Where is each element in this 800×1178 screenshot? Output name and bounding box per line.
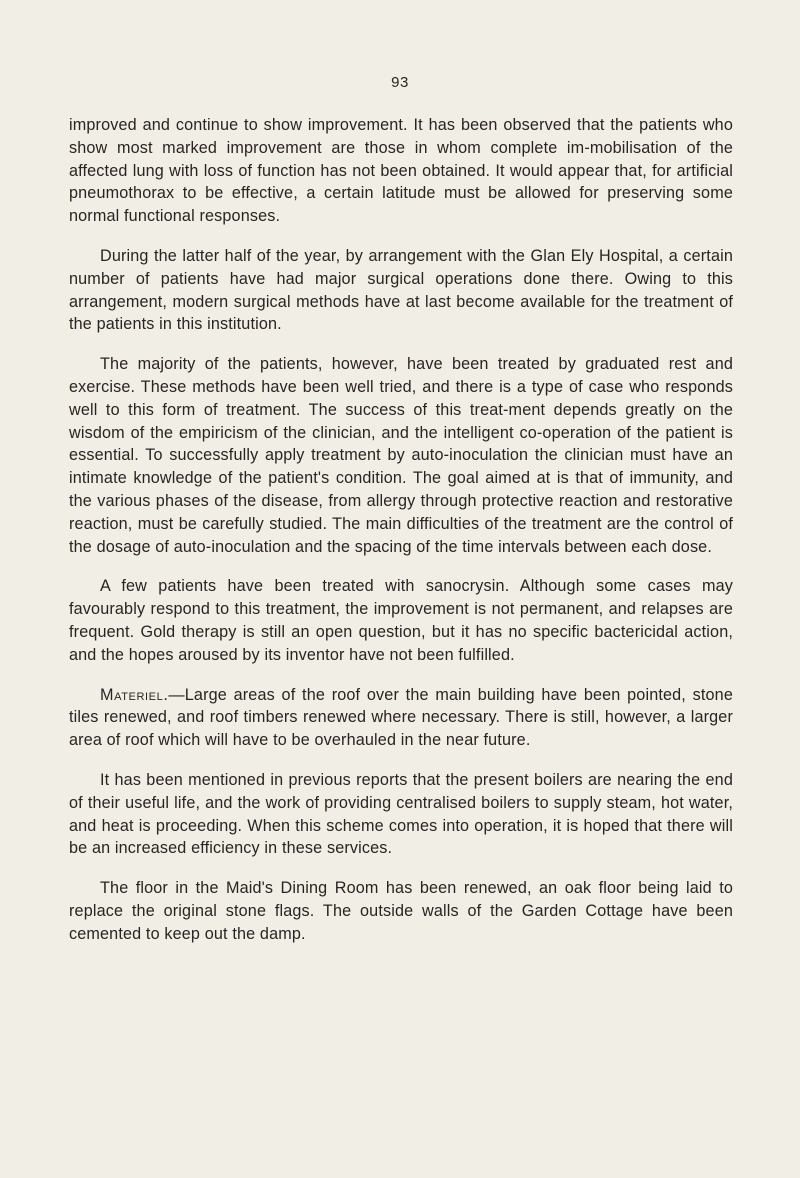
paragraph-dining-room-floor: The floor in the Maid's Dining Room has been renewed, an oak floor being laid to replace the original stone flags. The outside walls of the Garden Cottage have been cemented to keep out the damp. xyxy=(69,879,733,943)
paragraph-materiel xyxy=(69,684,733,752)
paragraph-boilers: It has been mentioned in previous reports that the present boilers are nearing the end of their useful life, and the work of providing centralised boilers to supply steam, hot water, and heat is proceeding. When this scheme comes into operation, it is hoped that there will be an increased efficiency in these services. xyxy=(69,770,733,858)
paragraph-pneumothorax: improved and continue to show improvement. It has been observed that the patients who show most marked improvement are those in whom complete im-mobilisation of the affected lung with loss of function has not been obtained. It would appear that, for artificial pneumothorax to be effective, a certain latitude must be allowed for preserving some normal functional responses. xyxy=(69,116,733,226)
paragraph-sanocrysin: A few patients have been treated with sanocrysin. Although some cases may favourably respond to this treatment, the improvement is not permanent, and relapses are frequent. Gold therapy is still an open question, but it has no specific bactericidal action, and the hopes aroused by its inventor have not been fulfilled. xyxy=(69,577,733,664)
body-text xyxy=(69,114,733,963)
paragraph-materiel-text: —Large areas of the roof over the main building have been pointed, stone tiles renewed, and roof timbers renewed where necessary. There is still, however, a larger area of roof which will have to be overhauled in the near future. xyxy=(69,685,733,750)
page-number: 93 xyxy=(391,74,409,91)
paragraph-rest-and-exercise: The majority of the patients, however, have been treated by graduated rest and exercise. These methods have been well tried, and there is a type of case who responds well to this form of treatment. The success of this treat-ment depends greatly on the wisdom of the empiricism of the clinician, and the intelligent co-operation of the patient is essential. To successfully apply treatment by auto-inoculation the clinician must have an intimate knowledge of the patient's condition. The goal aimed at is that of immunity, and the various phases of the disease, from allergy through protective reaction and restorative reaction, must be carefully studied. The main difficulties of the treatment are the control of the dosage of auto-inoculation and the spacing of the time intervals between each dose. xyxy=(69,355,733,556)
section-heading-materiel: Materiel. xyxy=(100,685,169,704)
paragraph-surgical-operations: During the latter half of the year, by arrangement with the Glan Ely Hospital, a certain number of patients have had major surgical operations done there. Owing to this arrangement, modern surgical methods have at last become available for the treatment of the patients in this institution. xyxy=(69,246,733,334)
